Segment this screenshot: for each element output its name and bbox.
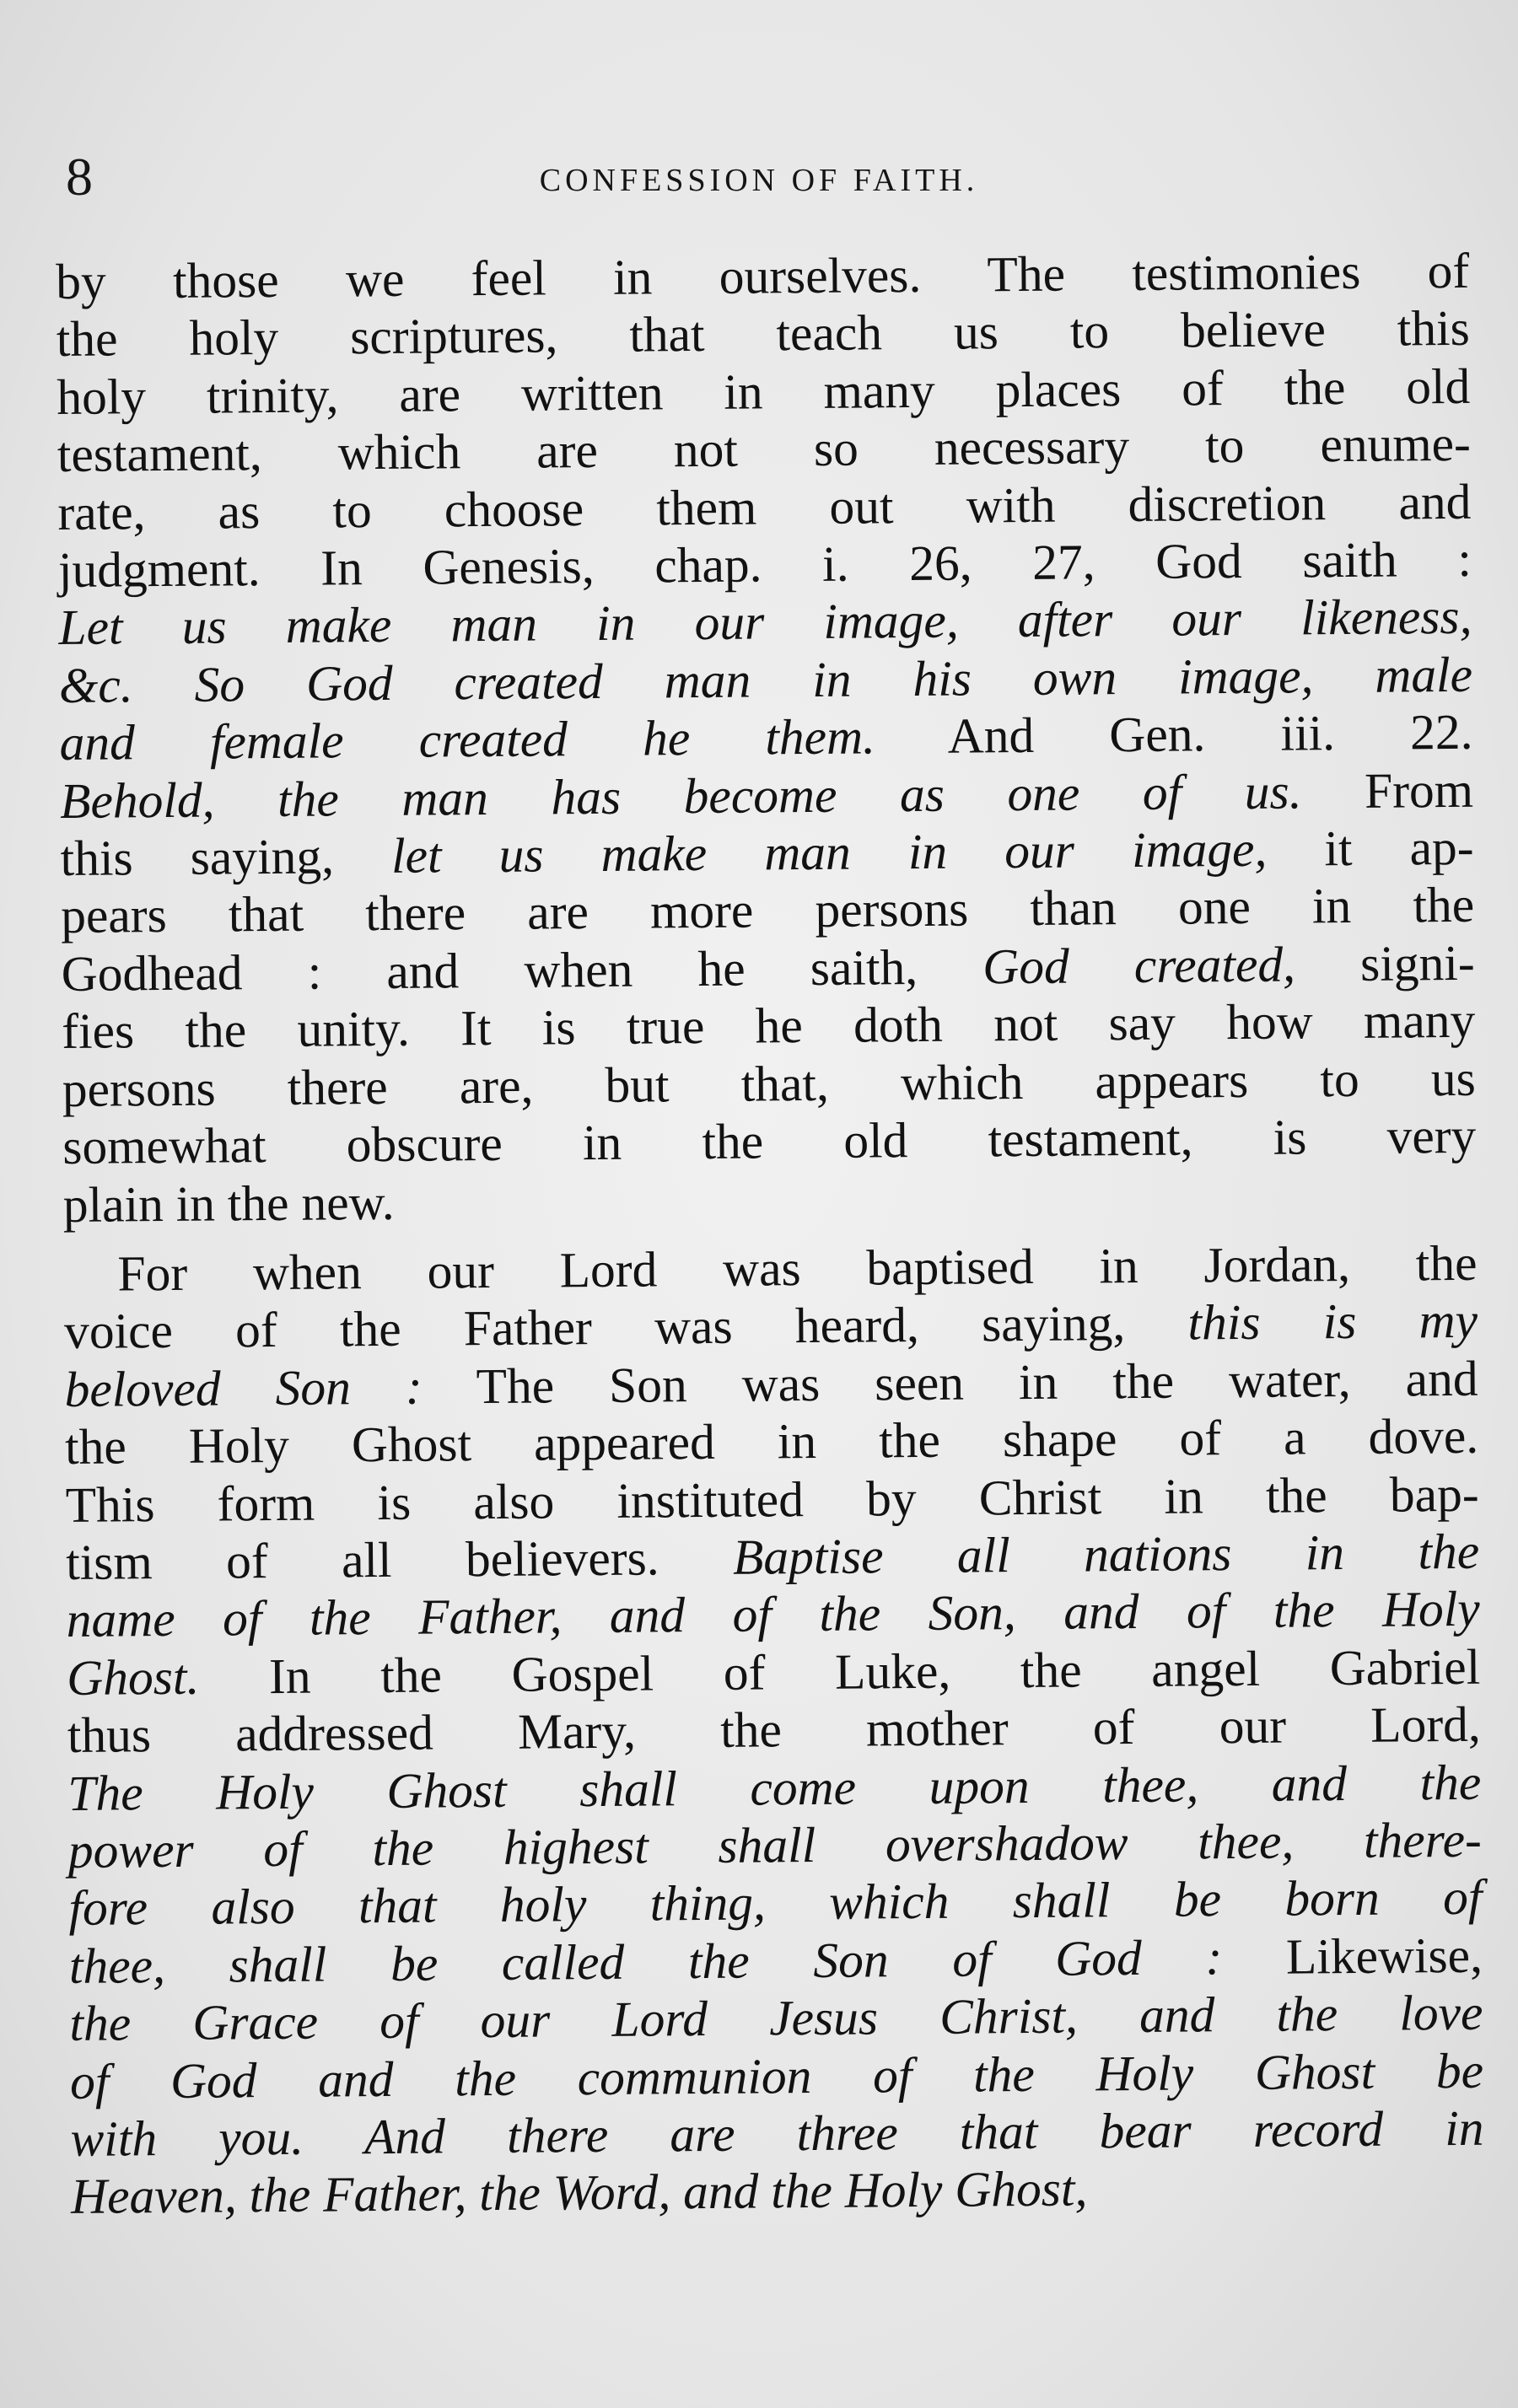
text-run: somewhat obscure in the old testament, is very [62, 1107, 1477, 1175]
text-line [62, 1049, 1476, 1118]
text-line [63, 1234, 1477, 1303]
italic-run: Behold, the man has become as one of us. [59, 763, 1302, 829]
text-line [61, 876, 1474, 945]
text-line [67, 1753, 1481, 1822]
text-line [68, 1868, 1482, 1938]
text-line [58, 530, 1472, 599]
page-number: 8 [66, 147, 93, 207]
text-line [57, 299, 1470, 368]
body-text [56, 242, 1484, 2226]
text-run: persons there are, but that, which appears to us [62, 1050, 1476, 1117]
text-line [59, 646, 1472, 715]
italic-run: Heaven, the Father, the Word, and the Holy Ghost, [70, 2160, 1088, 2225]
italic-run: power of the highest shall overshadow thee, there- [67, 1811, 1483, 1879]
text-line [59, 703, 1472, 772]
text-line [65, 1465, 1478, 1534]
italic-run: fore also that holy thing, which shall be born of [68, 1869, 1483, 1937]
text-run: pears that there are more persons than one in the [60, 877, 1475, 944]
text-line [70, 2099, 1483, 2169]
italic-run: &c. So God created man in his own image, male [58, 646, 1473, 713]
text-line [71, 2157, 1484, 2226]
italic-run: with you. And there are three that bear record in [70, 2099, 1484, 2167]
italic-run: Let us make man in our image, after our likeness, [58, 589, 1472, 656]
text-run: this saying, [60, 827, 392, 887]
text-run: rate, as to choose them out with discretion and [57, 473, 1472, 540]
text-line [60, 761, 1473, 830]
text-line [56, 242, 1469, 311]
italic-run: of God and the communion of the Holy Ghost be [69, 2042, 1484, 2110]
text-line [65, 1407, 1478, 1476]
italic-run: and female created he them. [59, 708, 876, 771]
text-line [67, 1696, 1481, 1765]
italic-run: the Grace of our Lord Jesus Christ, and the love [69, 1984, 1483, 2052]
text-run: fies the unity. It is true he doth not say how many [61, 992, 1476, 1060]
text-line [67, 1638, 1480, 1707]
text-line [57, 472, 1471, 541]
italic-run: thee, shall be called the Son of God : [68, 1928, 1223, 1994]
italic-run: beloved Son : [64, 1358, 423, 1417]
text-run: the Holy Ghost appeared in the shape of a dove. [64, 1407, 1479, 1475]
text-run: voice of the Father was heard, saying, [63, 1294, 1188, 1360]
text-run: Godhead : and when he saith, [61, 938, 983, 1002]
text-run: And Gen. iii. 22. [875, 704, 1473, 765]
text-line [64, 1350, 1478, 1419]
text-line [62, 992, 1475, 1061]
text-line [63, 1164, 1477, 1234]
text-run: judgment. In Genesis, chap. i. 26, 27, God saith : [57, 530, 1472, 599]
paragraph [56, 242, 1477, 1234]
text-run: tism of all believers. [65, 1529, 734, 1590]
text-run: it ap- [1267, 819, 1474, 877]
text-run: the holy scriptures, that teach us to believe this [56, 300, 1471, 368]
paragraph [63, 1234, 1484, 2226]
page-header [59, 148, 1459, 207]
text-run: From [1301, 761, 1474, 820]
text-run: Likewise, [1221, 1927, 1483, 1985]
text-run: testament, which are not so necessary to enume- [57, 416, 1472, 483]
text-line [70, 2041, 1483, 2110]
text-run: This form is also instituted by Christ in the bap- [65, 1465, 1479, 1533]
text-line [57, 357, 1470, 427]
text-line [60, 819, 1473, 888]
text-line [58, 588, 1472, 657]
text-line [68, 1811, 1482, 1880]
text-line [66, 1580, 1479, 1649]
text-line [66, 1523, 1479, 1592]
text-run: by those we feel in ourselves. The testimonies of [56, 242, 1470, 309]
text-line [57, 415, 1471, 484]
italic-run: Ghost. [67, 1648, 200, 1706]
italic-run: Baptise all nations in the [732, 1523, 1480, 1585]
italic-run: let us make man in our image, [390, 820, 1268, 884]
italic-run: this is my [1187, 1293, 1478, 1351]
text-run: thus addressed Mary, the mother of our Lord, [67, 1696, 1482, 1764]
text-run: plain in the new. [62, 1174, 395, 1233]
text-line [61, 934, 1474, 1003]
italic-run: name of the Father, and of the Son, and of the Holy [66, 1581, 1480, 1648]
italic-run: The Holy Ghost shall come upon thee, and the [67, 1754, 1482, 1821]
text-run: For when our Lord was baptised in Jordan, the [117, 1234, 1478, 1302]
text-run: The Son was seen in the water, and [422, 1350, 1478, 1415]
running-head: CONFESSION OF FAITH. [539, 163, 979, 198]
text-line [69, 1984, 1483, 2053]
italic-run: God created, [982, 936, 1296, 995]
text-line [64, 1292, 1478, 1361]
text-line [62, 1107, 1476, 1176]
text-run: signi- [1295, 934, 1475, 992]
text-run: In the Gospel of Luke, the angel Gabriel [199, 1638, 1481, 1705]
text-line [69, 1927, 1483, 1996]
text-run: holy trinity, are written in many places of the old [57, 357, 1471, 425]
